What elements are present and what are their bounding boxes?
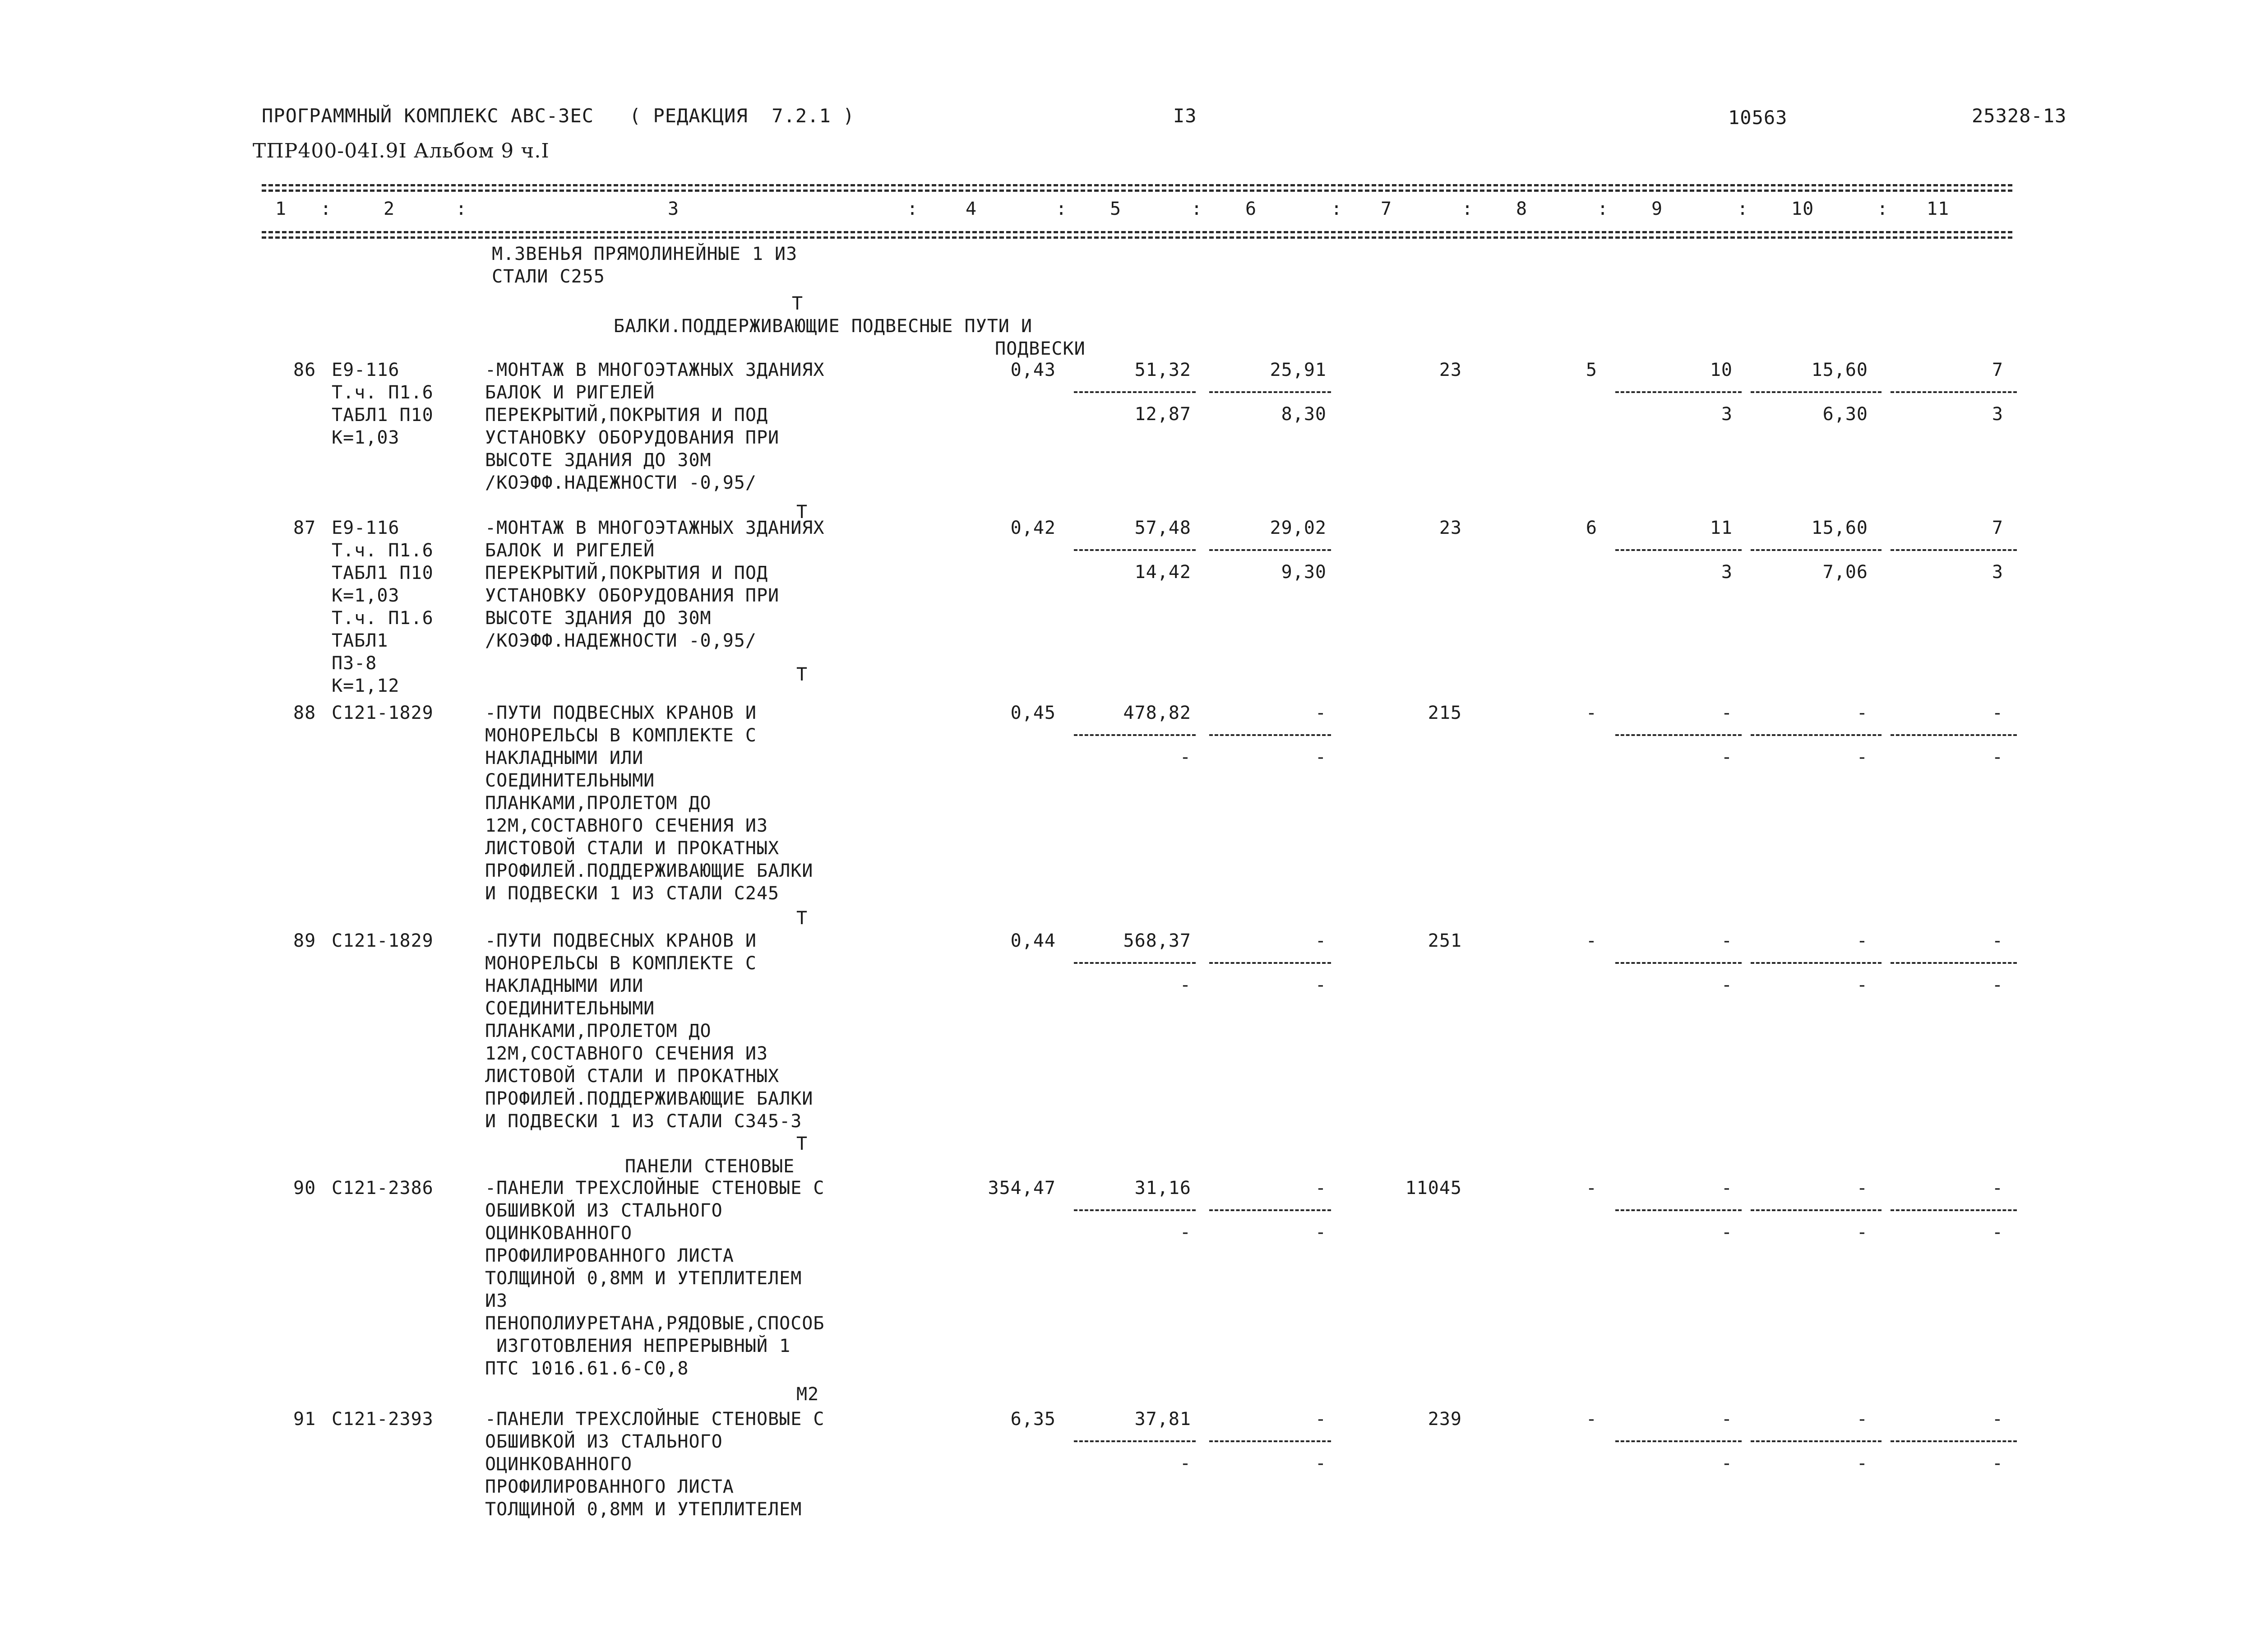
row-description: ОБШИВКОЙ ИЗ СТАЛЬНОГО <box>485 1431 723 1452</box>
col8-value: 5 <box>1586 360 1597 380</box>
fraction-line-col9 <box>1615 549 1742 551</box>
column-header-5: 5 <box>1110 199 1122 219</box>
col9-value: - <box>1721 703 1733 723</box>
col5-value: 57,48 <box>1134 518 1191 538</box>
column-header-2: 2 <box>384 199 395 219</box>
col7-value: 251 <box>1428 930 1462 951</box>
page-number: I3 <box>1173 105 1197 127</box>
row-unit: Т <box>796 908 808 929</box>
col11-lower-value: 3 <box>1992 562 2003 583</box>
row-description: ПЛАНКАМИ,ПРОЛЕТОМ ДО <box>485 1021 712 1041</box>
fraction-line-col9 <box>1615 1209 1742 1211</box>
col4-value: 354,47 <box>988 1178 1056 1199</box>
row-code: К=1,12 <box>332 676 400 696</box>
fraction-line-col10 <box>1751 962 1882 964</box>
fraction-line-col10 <box>1751 549 1882 551</box>
row-description: ПЕРЕКРЫТИЙ,ПОКРЫТИЯ И ПОД <box>485 563 768 583</box>
row-description: ПРОФИЛЕЙ.ПОДДЕРЖИВАЮЩИЕ БАЛКИ <box>485 1088 814 1109</box>
row-description: ВЫСОТЕ ЗДАНИЯ ДО 30М <box>485 450 712 471</box>
col6-lower-value: 9,30 <box>1281 562 1327 583</box>
header-bottom-rule-2 <box>262 236 2012 239</box>
col7-value: 23 <box>1439 360 1462 380</box>
row-code: С121-1829 <box>332 930 434 951</box>
col9-value: - <box>1721 1409 1733 1430</box>
row-description: ЛИСТОВОЙ СТАЛИ И ПРОКАТНЫХ <box>485 1066 780 1087</box>
row-description: ПЕРЕКРЫТИЙ,ПОКРЫТИЯ И ПОД <box>485 405 768 426</box>
col11-value: - <box>1992 1409 2003 1430</box>
row-description: ПРОФИЛИРОВАННОГО ЛИСТА <box>485 1245 734 1266</box>
fraction-line-col5 <box>1074 549 1196 551</box>
col6-lower-value: - <box>1315 975 1327 995</box>
fraction-line-col5 <box>1074 1440 1196 1442</box>
col5-lower-value: 14,42 <box>1134 562 1191 583</box>
row-description: ОБШИВКОЙ ИЗ СТАЛЬНОГО <box>485 1200 723 1221</box>
fraction-line-col10 <box>1751 1440 1882 1442</box>
column-header-6: 6 <box>1245 199 1257 219</box>
fraction-line-col9 <box>1615 734 1742 736</box>
col8-value: - <box>1586 930 1597 951</box>
row-description: ИЗ <box>485 1291 508 1311</box>
col9-lower-value: - <box>1721 1222 1733 1243</box>
row-description: УСТАНОВКУ ОБОРУДОВАНИЯ ПРИ <box>485 427 780 448</box>
row-description: ТОЛЩИНОЙ 0,8ММ И УТЕПЛИТЕЛЕМ <box>485 1499 802 1520</box>
col10-value: - <box>1856 1409 1868 1430</box>
row-number: 89 <box>293 930 316 951</box>
column-separator: : <box>1737 199 1749 219</box>
row-description: ТОЛЩИНОЙ 0,8ММ И УТЕПЛИТЕЛЕМ <box>485 1268 802 1289</box>
col11-value: 7 <box>1992 518 2003 538</box>
column-header-11: 11 <box>1927 199 1950 219</box>
row-description: -ПАНЕЛИ ТРЕХСЛОЙНЫЕ СТЕНОВЫЕ С <box>485 1178 825 1199</box>
fraction-line-col9 <box>1615 1440 1742 1442</box>
header-top-rule <box>262 184 2012 186</box>
header-bottom-rule <box>262 231 2012 233</box>
row-number: 88 <box>293 703 316 723</box>
col9-lower-value: - <box>1721 747 1733 768</box>
section2-title: ПАНЕЛИ СТЕНОВЫЕ <box>625 1156 795 1177</box>
document-number: 25328-13 <box>1972 105 2067 127</box>
fraction-line-col5 <box>1074 1209 1196 1211</box>
row-description: СОЕДИНИТЕЛЬНЫМИ <box>485 770 655 791</box>
col7-value: 23 <box>1439 518 1462 538</box>
fraction-line-col11 <box>1891 391 2017 393</box>
col11-lower-value: - <box>1992 747 2003 768</box>
row-code: К=1,03 <box>332 427 400 448</box>
col7-value: 239 <box>1428 1409 1462 1430</box>
fraction-line-col11 <box>1891 962 2017 964</box>
row-description: И ПОДВЕСКИ 1 ИЗ СТАЛИ С245 <box>485 883 780 904</box>
row-description: -ПАНЕЛИ ТРЕХСЛОЙНЫЕ СТЕНОВЫЕ С <box>485 1409 825 1430</box>
col6-lower-value: - <box>1315 1453 1327 1474</box>
col5-value: 478,82 <box>1123 703 1191 723</box>
column-separator: : <box>1597 199 1609 219</box>
row-unit: М2 <box>796 1384 819 1405</box>
col9-lower-value: - <box>1721 975 1733 995</box>
col10-value: - <box>1856 703 1868 723</box>
col5-value: 31,16 <box>1134 1178 1191 1199</box>
fraction-line-col11 <box>1891 734 2017 736</box>
col8-value: - <box>1586 1409 1597 1430</box>
album-title: ТПР400-04I.9I Альбом 9 ч.I <box>253 139 550 162</box>
column-separator: : <box>1462 199 1474 219</box>
col10-value: - <box>1856 930 1868 951</box>
col6-value: - <box>1315 930 1327 951</box>
row-number: 87 <box>293 518 316 538</box>
col8-value: 6 <box>1586 518 1597 538</box>
column-separator: : <box>1191 199 1203 219</box>
row-description: БАЛОК И РИГЕЛЕЙ <box>485 382 655 403</box>
fraction-line-col6 <box>1209 391 1331 393</box>
row-description: 12М,СОСТАВНОГО СЕЧЕНИЯ ИЗ <box>485 815 768 836</box>
row-unit: Т <box>796 664 808 685</box>
row-unit: Т <box>796 1134 808 1154</box>
row-number: 86 <box>293 360 316 380</box>
document-code: 10563 <box>1728 106 1788 129</box>
fraction-line-col10 <box>1751 1209 1882 1211</box>
row-description: ОЦИНКОВАННОГО <box>485 1223 633 1244</box>
row-unit: Т <box>796 502 808 523</box>
row-description: МОНОРЕЛЬСЫ В КОМПЛЕКТЕ С <box>485 953 757 974</box>
row-description: ИЗГОТОВЛЕНИЯ НЕПРЕРЫВНЫЙ 1 <box>485 1336 791 1356</box>
header-top-rule-2 <box>262 190 2012 192</box>
column-header-8: 8 <box>1516 199 1528 219</box>
fraction-line-col6 <box>1209 1209 1331 1211</box>
fraction-line-col6 <box>1209 549 1331 551</box>
fraction-line-col9 <box>1615 962 1742 964</box>
row-description: ПРОФИЛИРОВАННОГО ЛИСТА <box>485 1476 734 1497</box>
row-description: -МОНТАЖ В МНОГОЭТАЖНЫХ ЗДАНИЯХ <box>485 360 825 380</box>
row-description: ЛИСТОВОЙ СТАЛИ И ПРОКАТНЫХ <box>485 838 780 859</box>
col10-lower-value: 7,06 <box>1822 562 1868 583</box>
col11-lower-value: - <box>1992 975 2003 995</box>
col6-value: 25,91 <box>1270 360 1327 380</box>
fraction-line-col10 <box>1751 734 1882 736</box>
row-code: Т.ч. П1.6 <box>332 382 434 403</box>
row-description: 12М,СОСТАВНОГО СЕЧЕНИЯ ИЗ <box>485 1043 768 1064</box>
fraction-line-col6 <box>1209 734 1331 736</box>
row-description: СОЕДИНИТЕЛЬНЫМИ <box>485 998 655 1019</box>
row-description: МОНОРЕЛЬСЫ В КОМПЛЕКТЕ С <box>485 725 757 746</box>
col5-value: 37,81 <box>1134 1409 1191 1430</box>
col10-lower-value: - <box>1856 975 1868 995</box>
fraction-line-col5 <box>1074 734 1196 736</box>
col5-lower-value: - <box>1179 975 1191 995</box>
row-code: С121-2386 <box>332 1178 434 1199</box>
col8-value: - <box>1586 703 1597 723</box>
col11-value: - <box>1992 1178 2003 1199</box>
col8-value: - <box>1586 1178 1597 1199</box>
col4-value: 6,35 <box>1010 1409 1056 1430</box>
row-code: Е9-116 <box>332 518 400 538</box>
program-title: ПРОГРАММНЫЙ КОМПЛЕКС АВС-3ЕС ( РЕДАКЦИЯ 7.2.1 ) <box>262 105 855 127</box>
fraction-line-col6 <box>1209 962 1331 964</box>
row-description: И ПОДВЕСКИ 1 ИЗ СТАЛИ С345-3 <box>485 1111 802 1132</box>
column-separator: : <box>1331 199 1343 219</box>
column-header-7: 7 <box>1381 199 1392 219</box>
row-description: -МОНТАЖ В МНОГОЭТАЖНЫХ ЗДАНИЯХ <box>485 518 825 538</box>
row-description: ПТС 1016.61.6-С0,8 <box>485 1358 689 1379</box>
row-number: 91 <box>293 1409 316 1430</box>
col9-lower-value: 3 <box>1721 562 1733 583</box>
row-code: К=1,03 <box>332 585 400 606</box>
fraction-line-col6 <box>1209 1440 1331 1442</box>
col11-lower-value: - <box>1992 1222 2003 1243</box>
row-code: Т.ч. П1.6 <box>332 540 434 561</box>
col6-value: - <box>1315 703 1327 723</box>
column-header-1: 1 <box>275 199 287 219</box>
col4-value: 0,43 <box>1010 360 1056 380</box>
row-description: ВЫСОТЕ ЗДАНИЯ ДО 30М <box>485 608 712 629</box>
column-separator: : <box>1056 199 1068 219</box>
col10-lower-value: - <box>1856 747 1868 768</box>
row-code: Т.ч. П1.6 <box>332 608 434 629</box>
row-number: 90 <box>293 1178 316 1199</box>
continuation-line-1: М.ЗВЕНЬЯ ПРЯМОЛИНЕЙНЫЕ 1 ИЗ <box>492 244 798 264</box>
col4-value: 0,44 <box>1010 930 1056 951</box>
col6-lower-value: 8,30 <box>1281 404 1327 425</box>
col6-value: 29,02 <box>1270 518 1327 538</box>
col6-value: - <box>1315 1178 1327 1199</box>
col9-value: 10 <box>1710 360 1733 380</box>
col10-lower-value: 6,30 <box>1822 404 1868 425</box>
section-title: БАЛКИ.ПОДДЕРЖИВАЮЩИЕ ПОДВЕСНЫЕ ПУТИ И <box>614 316 1033 337</box>
row-description: БАЛОК И РИГЕЛЕЙ <box>485 540 655 561</box>
fraction-line-col11 <box>1891 1440 2017 1442</box>
row-code: ТАБЛ1 П10 <box>332 563 434 583</box>
col9-lower-value: 3 <box>1721 404 1733 425</box>
col5-lower-value: 12,87 <box>1134 404 1191 425</box>
fraction-line-col9 <box>1615 391 1742 393</box>
col7-value: 11045 <box>1405 1178 1462 1199</box>
row-description: ПРОФИЛЕЙ.ПОДДЕРЖИВАЮЩИЕ БАЛКИ <box>485 861 814 881</box>
col9-lower-value: - <box>1721 1453 1733 1474</box>
col5-lower-value: - <box>1179 1453 1191 1474</box>
row-description: -ПУТИ ПОДВЕСНЫХ КРАНОВ И <box>485 930 757 951</box>
col5-value: 51,32 <box>1134 360 1191 380</box>
col10-value: - <box>1856 1178 1868 1199</box>
row-description: /КОЭФФ.НАДЕЖНОСТИ -0,95/ <box>485 630 757 651</box>
col7-value: 215 <box>1428 703 1462 723</box>
col9-value: - <box>1721 930 1733 951</box>
col5-lower-value: - <box>1179 1222 1191 1243</box>
column-separator: : <box>907 199 919 219</box>
row-description: НАКЛАДНЫМИ ИЛИ <box>485 976 644 996</box>
col6-lower-value: - <box>1315 1222 1327 1243</box>
col11-value: 7 <box>1992 360 2003 380</box>
row-description: НАКЛАДНЫМИ ИЛИ <box>485 748 644 768</box>
unit-label: Т <box>792 293 804 314</box>
row-description: /КОЭФФ.НАДЕЖНОСТИ -0,95/ <box>485 472 757 493</box>
col11-value: - <box>1992 703 2003 723</box>
col4-value: 0,42 <box>1010 518 1056 538</box>
column-header-3: 3 <box>668 199 680 219</box>
column-separator: : <box>456 199 467 219</box>
fraction-line-col5 <box>1074 962 1196 964</box>
col6-value: - <box>1315 1409 1327 1430</box>
row-description: ОЦИНКОВАННОГО <box>485 1454 633 1475</box>
col9-value: 11 <box>1710 518 1733 538</box>
col11-lower-value: - <box>1992 1453 2003 1474</box>
section-title-2: ПОДВЕСКИ <box>995 338 1086 359</box>
row-code: Е9-116 <box>332 360 400 380</box>
row-code: ТАБЛ1 <box>332 630 388 651</box>
fraction-line-col10 <box>1751 391 1882 393</box>
row-code: ТАБЛ1 П10 <box>332 405 434 426</box>
row-description: УСТАНОВКУ ОБОРУДОВАНИЯ ПРИ <box>485 585 780 606</box>
column-header-9: 9 <box>1651 199 1663 219</box>
row-code: П3-8 <box>332 653 377 674</box>
fraction-line-col5 <box>1074 391 1196 393</box>
col5-lower-value: - <box>1179 747 1191 768</box>
fraction-line-col11 <box>1891 1209 2017 1211</box>
column-separator: : <box>1877 199 1889 219</box>
col10-lower-value: - <box>1856 1222 1868 1243</box>
column-header-10: 10 <box>1791 199 1814 219</box>
row-description: -ПУТИ ПОДВЕСНЫХ КРАНОВ И <box>485 703 757 723</box>
row-description: ПЛАНКАМИ,ПРОЛЕТОМ ДО <box>485 793 712 814</box>
col11-value: - <box>1992 930 2003 951</box>
row-description: ПЕНОПОЛИУРЕТАНА,РЯДОВЫЕ,СПОСОБ <box>485 1313 825 1334</box>
column-separator: : <box>320 199 332 219</box>
continuation-line-2: СТАЛИ С255 <box>492 266 605 287</box>
col5-value: 568,37 <box>1123 930 1191 951</box>
col10-value: 15,60 <box>1811 518 1868 538</box>
column-header-4: 4 <box>966 199 977 219</box>
col6-lower-value: - <box>1315 747 1327 768</box>
row-code: С121-2393 <box>332 1409 434 1430</box>
row-code: С121-1829 <box>332 703 434 723</box>
fraction-line-col11 <box>1891 549 2017 551</box>
col4-value: 0,45 <box>1010 703 1056 723</box>
col10-value: 15,60 <box>1811 360 1868 380</box>
col10-lower-value: - <box>1856 1453 1868 1474</box>
col11-lower-value: 3 <box>1992 404 2003 425</box>
col9-value: - <box>1721 1178 1733 1199</box>
